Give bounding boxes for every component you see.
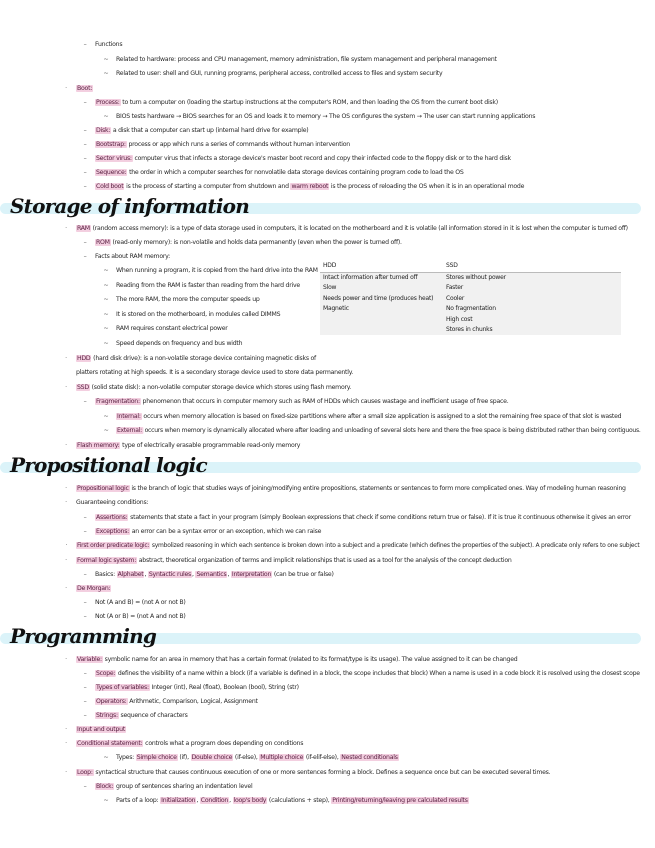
text-line: · Propositional logic is the branch of logic that studies ways of joining/modifying entire propositions, statements or sentences to form more complicated ones. Way of modeling human reasoning [65,485,626,492]
table-cell: Intact information after turned off [323,274,418,281]
text-line: – Types of variables: Integer (int), Real (float), Boolean (bool), String (str) [83,684,299,691]
text-line: – Bootstrap: process or app which runs a series of commands without human intervention [83,141,350,148]
text-line: · Guaranteeing conditions: [65,499,149,506]
text-line: ~ Internal: occurs when memory allocation is based on fixed-size partitions where after a small size application is assigned to a slot the remaining free space of that slot is wasted [103,413,622,420]
heading-text: Programming [10,624,157,648]
text-line: ~ Parts of a loop: Initialization, Condition, loop's body (calculations + step), Printing/returning/leaving pre calculated results [103,797,468,804]
heading-text: Storage of information [10,194,249,218]
text-line: – Disk: a disk that a computer can start up (internal hard drive for example) [83,127,309,134]
text-line: ~ RAM requires constant electrical power [103,325,228,332]
hdd-ssd-comparison-table [320,259,621,335]
hdd-column [320,273,443,336]
text-line: – Basics: Alphabet, Syntactic rules, Semantics, Interpretation (can be true or false) [83,571,334,578]
table-cell: No fragmentation [446,305,496,313]
text-line: – Block: group of sentences sharing an indentation level [83,783,253,790]
text-line: · First order predicate logic: symbolized reasoning in which each sentence is broken down into a subject and a predicate (which defines the properties of the subject). A predicate only refers to one subject [65,542,640,549]
text-line: ~ Reading from the RAM is faster than reading from the hard drive [103,282,300,289]
table-header: HDD [320,259,443,273]
text-line: · Conditional statement: controls what a program does depending on conditions [65,740,304,747]
text-line: – Facts about RAM memory: [83,253,170,260]
text-line: – Exceptions: an error can be a syntax error or an exception, which we can raise [83,528,322,535]
text-line: · Input and output [65,726,126,733]
text-line: · Variable: symbolic name for an area in memory that has a certain format (related to its format/type is its usage). The value assigned to it can be changed [65,656,518,663]
text-line: – Fragmentation: phenomenon that occurs in computer memory such as RAM of HDDs which causes wastage and inefficient usage of free space. [83,398,509,405]
text-line: · RAM (random access memory): is a type of data storage used in computers, it is located on the motherboard and it is volatile (all information stored in it is lost when the computer is turned off) [65,225,628,232]
ssd-column [443,273,621,336]
text-line: – Assertions: statements that state a fact in your program (simply Boolean expressions that check if some conditions return true or false). If it is true it continuous otherwise it gives an error [83,514,631,521]
text-line: · HDD (hard disk drive): is a non-volatile storage device containing magnetic disks of [65,355,316,362]
text-line: – Sector virus: computer virus that infects a storage device's master boot record and copy their infected code to the floppy disk or to the hard disk [83,155,511,162]
text-line: – Not (A and B) = (not A or not B) [83,599,186,606]
table-cell: Stores in chunks [446,326,493,334]
text-line: – Operators: Arithmetic, Comparison, Logical, Assignment [83,698,258,705]
table-header: SSD [443,259,621,273]
text-line: · Formal logic system: abstract, theoretical organization of terms and implicit relationships that is used as a tool for the analysis of the concept deduction [65,557,512,564]
text-line: · SSD (solid state disk): a non-volatile computer storage device which stores using flash memory. [65,384,352,391]
text-line: – Strings: sequence of characters [83,712,188,719]
text-line: ~ BIOS tests hardware → BIOS searches for an OS and loads it to memory → The OS configures the system → The user can start running applications [103,113,536,120]
text-line: – Sequence: the order in which a computer searches for nonvolatile data storage devices containing program code to load the OS [83,169,464,176]
section-heading-programming [0,626,655,650]
text-line: · Flash memory: type of electrically erasable programmable read-only memory [65,442,301,449]
text-line: platters rotating at high speeds. It is a secondary storage device used to store data permanently. [76,369,353,376]
text-line: · De Morgan: [65,585,111,592]
text-line: ~ Related to user: shell and GUI, running programs, peripheral access, controlled access to files and system security [103,70,443,77]
table-cell: Faster [446,284,464,292]
text-line: ~ External: occurs when memory is dynamically allocated where after loading and unloading of several slots here and there the free space is being distributed rather than being contiguous. [103,427,641,434]
heading-text: Propositional logic [10,453,207,477]
text-line: · Boot: [65,85,93,92]
section-heading-storage [0,196,655,220]
text-line: – Scope: defines the visibility of a name within a block (if a variable is defined in a block, the scope includes that block) When a name is used in a code block it is resolved using the closest scope [83,670,640,677]
text-line: ~ Speed depends on frequency and bus width [103,340,243,347]
text-line: ~ The more RAM, the more the computer speeds up [103,296,260,303]
table-cell: High cost [446,315,473,323]
table-cell: Slow [323,284,337,292]
section-heading-logic [0,455,655,479]
table-cell: Needs power and time (produces heat) [323,294,434,302]
text-line: – Cold boot is the process of starting a computer from shutdown and warm reboot is the process of reloading the OS when it is in an operational mode [83,183,525,190]
text-line: ~ Types: Simple choice (if), Double choice (if-else), Multiple choice (if-elif-else), Nested conditionals [103,754,398,761]
text-line: ~ It is stored on the motherboard, in modules called DIMMS [103,311,281,318]
table-cell: Magnetic [323,305,349,313]
table-cell: Stores without power [446,274,506,281]
text-line: ~ Related to hardware: process and CPU management, memory administration, file system management and peripheral management [103,56,497,63]
text-line: – ROM (read-only memory): is non-volatile and holds data permanently (even when the power is turned off). [83,239,402,246]
text-line: – Process: to turn a computer on (loading the startup instructions at the computer's ROM, and then loading the OS from the current boot disk) [83,99,498,106]
text-line: ~ When running a program, it is copied from the hard drive into the RAM [103,267,318,274]
table-cell: Cooler [446,294,465,302]
text-line: · Loop: syntactical structure that causes continuous execution of one or more sentences forming a block. Defines a sequence once but can be executed several times. [65,769,551,776]
text-line: – Functions [83,41,123,48]
text-line: – Not (A or B) = (not A and not B) [83,613,186,620]
